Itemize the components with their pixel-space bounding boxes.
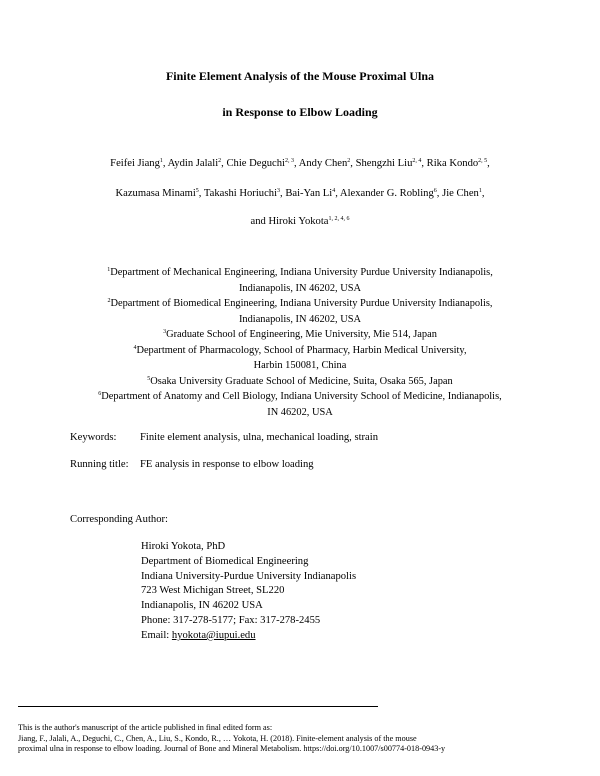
affiliations <box>0 265 600 420</box>
keywords-value: Finite element analysis, ulna, mechanical loading, strain <box>140 432 378 443</box>
corresponding-line: 723 West Michigan Street, SL220 <box>141 585 285 597</box>
running-title-label: Running title: <box>70 459 129 470</box>
paper-title-line-1: Finite Element Analysis of the Mouse Proximal Ulna <box>165 69 435 83</box>
affiliation-line: $^3$Graduate School of Engineering, Mie University, Mie 514, Japan <box>163 329 437 340</box>
author: and Hiroki Yokota$^{1, 2, 4, 6}$ <box>250 216 350 227</box>
author: Bai-Yan Li$^4$, <box>285 188 340 199</box>
authors-line-3 <box>0 216 600 227</box>
author: Shengzhi Liu$^{2, 4}$, <box>355 158 427 169</box>
email-link[interactable]: hyokota@iupui.edu <box>171 629 256 641</box>
corresponding-line: Phone: 317-278-5177; Fax: 317-278-2455 <box>141 614 321 626</box>
affiliation-line: Harbin 150081, China <box>253 360 347 371</box>
corresponding-line: Indianapolis, IN 46202 USA <box>141 600 263 612</box>
footnote-line: proximal ulna in response to elbow loading. Journal of Bone and Mineral Metabolism. https://doi.org/10.1007/s00774-018-0943-y <box>18 744 446 754</box>
paper-title-line-2: in Response to Elbow Loading <box>222 105 378 119</box>
authors-line-1 <box>0 158 600 169</box>
author: Jie Chen$^1$, <box>442 188 485 199</box>
footnote-line: Jiang, F., Jalali, A., Deguchi, C., Chen, A., Liu, S., Kondo, R., … Yokota, H. (2018). Finite-element analysis of the mouse <box>18 733 417 743</box>
affiliation-line: $^2$Department of Biomedical Engineering, Indiana University Purdue University Indianapolis, <box>107 298 493 309</box>
running-title-value: FE analysis in response to elbow loading <box>140 459 314 470</box>
corresponding-author-label: Corresponding Author: <box>70 514 168 525</box>
email-label: Email: <box>141 629 172 641</box>
affiliation-line: Indianapolis, IN 46202, USA <box>238 282 362 294</box>
author: Alexander G. Robling$^6$, <box>339 188 443 199</box>
author: Kazumasa Minami$^5$, <box>115 188 204 199</box>
corresponding-author-block <box>141 540 356 644</box>
affiliation-line: $^1$Department of Mechanical Engineering, Indiana University Purdue University Indianapolis, <box>107 267 493 278</box>
keywords-label: Keywords: <box>70 432 117 443</box>
author: Feifei Jiang$^1$, <box>110 158 168 169</box>
authors-line-2 <box>0 188 600 199</box>
author: Chie Deguchi$^{2, 3}$, <box>226 158 299 169</box>
footnote <box>18 723 445 755</box>
author: Aydin Jalali$^2$, <box>167 158 227 169</box>
running-title <box>70 459 314 470</box>
author: Rika Kondo$^{2, 5}$, <box>426 158 490 169</box>
affiliation-line: $^5$Osaka University Graduate School of Medicine, Suita, Osaka 565, Japan <box>147 375 453 387</box>
email-line <box>141 629 356 644</box>
footnote-line: This is the author's manuscript of the article published in final edited form as: <box>18 723 273 732</box>
affiliation-line: $^6$Department of Anatomy and Cell Biology, Indiana University School of Medicine, Indianapolis, <box>98 391 502 402</box>
author: Andy Chen$^2$, <box>298 158 356 169</box>
corresponding-line: Indiana University-Purdue University Indianapolis <box>141 570 357 582</box>
author: Takashi Horiuchi$^3$, <box>203 188 286 199</box>
corresponding-line: Hiroki Yokota, PhD <box>141 541 226 552</box>
affiliation-line: $^4$Department of Pharmacology, School of Pharmacy, Harbin Medical University, <box>133 344 467 356</box>
keywords <box>70 432 378 443</box>
affiliation-line: IN 46202, USA <box>267 406 333 418</box>
corresponding-line: Department of Biomedical Engineering <box>141 555 309 567</box>
footnote-rule <box>18 706 378 707</box>
affiliation-line: Indianapolis, IN 46202, USA <box>238 313 362 325</box>
